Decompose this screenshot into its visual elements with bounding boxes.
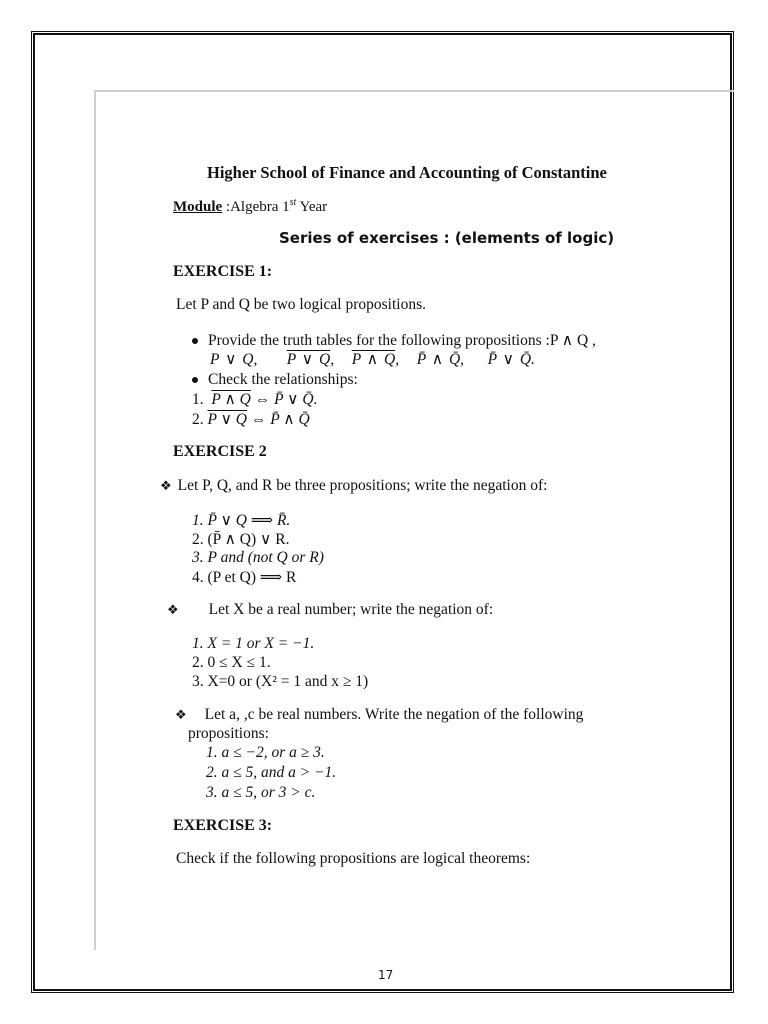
part2-item-2 xyxy=(192,654,271,672)
margin-line-top xyxy=(94,90,734,92)
relationship-1 xyxy=(192,390,317,409)
part1-item-1-text: 1. P̄ ∨ Q ⟹ R̄. xyxy=(192,512,291,529)
bullet2-text: Check the relationships: xyxy=(208,371,358,388)
series-title: Series of exercises : (elements of logic) xyxy=(279,229,615,247)
module-value: :Algebra 1 xyxy=(222,199,290,215)
part3-item-2 xyxy=(206,764,336,782)
exercise3-intro: Check if the following propositions are logical theorems: xyxy=(176,850,531,867)
part3-item-3-text: 3. a ≤ 5, or 3 > c. xyxy=(206,784,316,801)
page-number: 17 xyxy=(378,968,394,982)
part1-item-3-text: 3. P and (not Q or R) xyxy=(192,549,324,566)
part3-intro-line1: Let a, ,c be real numbers. Write the negation of the following xyxy=(204,706,584,723)
rel2-num: 2. xyxy=(192,411,204,428)
four-diamond-icon: ❖ xyxy=(160,478,172,493)
prop-not-p-or-q: P ∨ Q xyxy=(286,351,331,368)
prop-p-or-q: P ∨ Q, xyxy=(210,351,258,368)
module-tail: Year xyxy=(296,199,328,215)
comma-2: , xyxy=(395,351,400,368)
part3-item-1 xyxy=(206,744,325,762)
part3-item-1-text: 1. a ≤ −2, or a ≥ 3. xyxy=(206,744,325,761)
part1-item-2 xyxy=(192,530,289,549)
part3-item-3 xyxy=(206,784,315,802)
exercise2-part3-intro xyxy=(175,706,583,724)
exercise1-bullet1-line2 xyxy=(210,350,535,369)
institution-title: Higher School of Finance and Accounting of Constantine xyxy=(207,163,607,182)
rel2-rhs: ⇔ P̄ ∧ Q̄ xyxy=(246,411,310,428)
part2-item-3 xyxy=(192,673,368,691)
exercise2-part1-intro xyxy=(160,477,547,495)
rel2-lhs: P ∨ Q xyxy=(207,411,247,428)
part1-item-2-text: 2. (P̄ ∧ Q) ∨ R. xyxy=(192,531,290,548)
part1-item-4-text: 4. (P et Q) ⟹ R xyxy=(192,569,297,586)
part3-item-2-text: 2. a ≤ 5, and a > −1. xyxy=(206,764,337,781)
prop-np-or-nq: P̄ ∨ Q̄. xyxy=(487,351,535,368)
exercise2-part2-intro xyxy=(167,601,493,619)
part2-item-2-text: 2. 0 ≤ X ≤ 1. xyxy=(192,654,271,671)
part2-intro-text: Let X be a real number; write the negation of: xyxy=(208,601,494,618)
module-sup: st xyxy=(289,197,297,208)
exercise2-title: EXERCISE 2 xyxy=(173,443,267,460)
exercise3-title: EXERCISE 3: xyxy=(173,817,273,834)
comma-1: , xyxy=(330,351,335,368)
rel1-lhs: P ∧ Q xyxy=(211,391,251,408)
bullet1-line1: Provide the truth tables for the following propositions :P ∧ Q , xyxy=(208,332,596,349)
exercise1-bullet2 xyxy=(192,371,358,389)
exercise1-bullet1 xyxy=(192,331,596,350)
relationship-2 xyxy=(192,410,310,429)
exercise1-title: EXERCISE 1: xyxy=(173,263,273,280)
part2-item-1-text: 1. X = 1 or X = −1. xyxy=(192,635,315,652)
four-diamond-icon: ❖ xyxy=(175,707,187,722)
module-line xyxy=(173,197,327,216)
exercise1-intro: Let P and Q be two logical propositions. xyxy=(176,296,426,313)
part1-item-1 xyxy=(192,511,290,530)
module-label: Module xyxy=(173,199,223,215)
part1-intro-text: Let P, Q, and R be three propositions; write the negation of: xyxy=(177,477,548,494)
part2-item-3-text: 3. X=0 or (X² = 1 and x ≥ 1) xyxy=(192,673,369,690)
part3-intro-line2: propositions: xyxy=(188,725,269,742)
margin-line-left xyxy=(94,90,96,950)
four-diamond-icon: ❖ xyxy=(167,602,179,617)
part1-item-4 xyxy=(192,568,296,587)
bullet-dot-icon xyxy=(192,332,208,349)
rel1-num: 1. xyxy=(192,391,204,408)
prop-not-p-and-q: P ∧ Q xyxy=(351,351,396,368)
part2-item-1 xyxy=(192,635,314,653)
prop-np-and-nq: P̄ ∧ Q̄, xyxy=(416,351,465,368)
rel1-rhs: ⇔ P̄ ∨ Q̄. xyxy=(250,391,318,408)
bullet-dot-icon xyxy=(192,371,208,388)
part1-item-3 xyxy=(192,549,324,567)
